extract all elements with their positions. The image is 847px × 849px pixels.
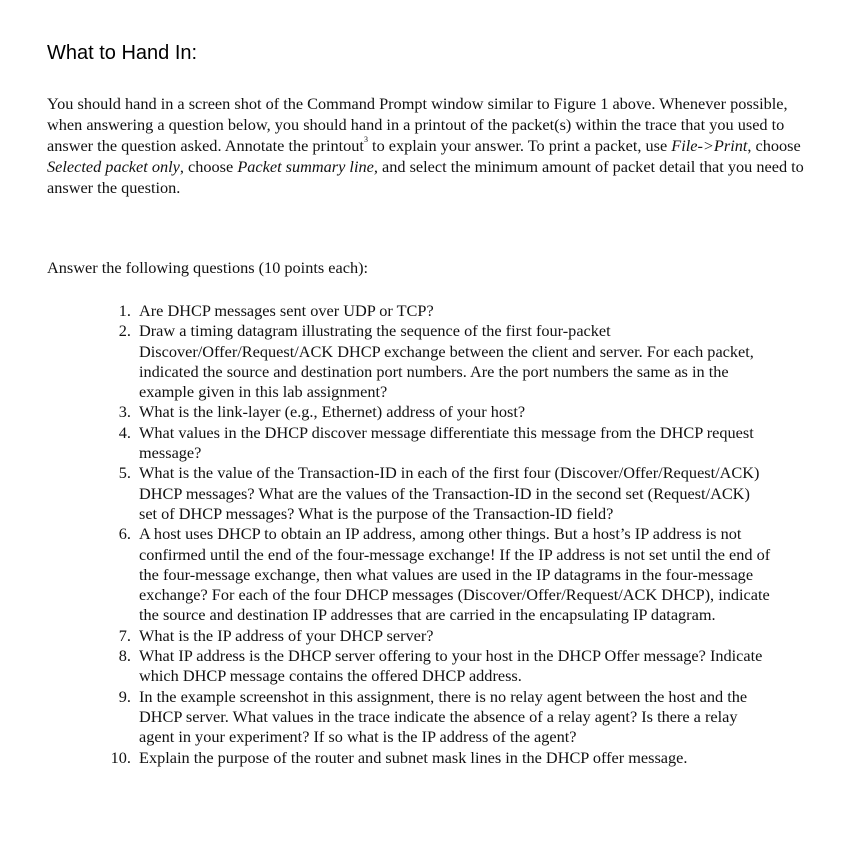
question-item <box>107 301 772 321</box>
question-text: In the example screenshot in this assignment, there is no relay agent between the host and the DHCP server. What values in the trace indicate the absence of a relay agent? Is there a relay agent in your experiment? If so what is the IP address of the agent? <box>139 686 748 747</box>
question-item <box>107 687 772 748</box>
question-number: 10. <box>110 747 131 767</box>
intro-text-3: , choose <box>747 136 801 155</box>
question-number: 8. <box>118 646 131 666</box>
question-number: 2. <box>118 321 131 341</box>
question-item <box>107 748 772 768</box>
question-text: What is the IP address of your DHCP server? <box>139 625 434 645</box>
question-text: What is the link-layer (e.g., Ethernet) address of your host? <box>139 402 526 422</box>
question-number: 1. <box>118 301 131 320</box>
question-number: 7. <box>118 625 131 645</box>
hand-in-instructions <box>47 93 807 198</box>
question-text: A host uses DHCP to obtain an IP address, among other things. But a host’s IP address is not confirmed until the end of the four-message exchange! If the IP address is not set until the end of the four-message exchange, then what values are used in the IP datagrams in the four-message exchange? For each of the four DHCP messages (Discover/Offer/Request/ACK DHCP), indicate the source and destination IP addresses that are carried in the encapsulating IP datagram. <box>139 524 771 625</box>
question-item <box>107 423 772 464</box>
question-item <box>107 626 772 646</box>
question-list <box>107 301 772 768</box>
question-text: What is the value of the Transaction-ID in each of the first four (Discover/Offer/Request/ACK) DHCP messages? What are the values of the Transaction-ID in the second set (Request/ACK) set of DHCP messages? What is the purpose of the Transaction-ID field? <box>139 463 760 523</box>
question-number: 9. <box>118 686 131 706</box>
option-summary-line: Packet summary line, <box>237 157 378 176</box>
question-number: 5. <box>118 463 131 483</box>
menu-path: File->Print <box>671 136 748 155</box>
intro-text-4: , choose <box>179 157 238 176</box>
question-text: Explain the purpose of the router and subnet mask lines in the DHCP offer message. <box>139 747 688 767</box>
intro-text-5: and select the minimum amount of packet detail that you need to answer the question. <box>47 157 804 197</box>
question-item <box>107 463 772 524</box>
question-item <box>107 646 772 687</box>
question-number: 3. <box>118 402 131 422</box>
intro-text-2: to explain your answer. To print a packet, use <box>367 136 672 155</box>
question-text: Are DHCP messages sent over UDP or TCP? <box>139 301 434 320</box>
intro-text-1: You should hand in a screen shot of the Command Prompt window similar to Figure 1 above. Whenever possible, when answering a question below, you should hand in a printout of the packet(s) within the trace that you used to answer the question asked. Annotate the printout <box>47 94 788 155</box>
question-item <box>107 402 772 422</box>
question-text: What values in the DHCP discover message differentiate this message from the DHCP request message? <box>139 422 754 463</box>
footnote-mark: 3 <box>363 135 368 144</box>
question-item <box>107 524 772 625</box>
question-text: Draw a timing datagram illustrating the sequence of the first four-packet Discover/Offer/Request/ACK DHCP exchange between the client and server. For each packet, indicated the source and destination port numbers. Are the port numbers the same as in the example given in this lab assignment? <box>139 321 754 402</box>
option-selected-packet: Selected packet only <box>47 157 180 176</box>
questions-intro: Answer the following questions (10 points each): <box>47 258 369 277</box>
question-text: What IP address is the DHCP server offering to your host in the DHCP Offer message? Indicate which DHCP message contains the offered DHCP address. <box>139 646 763 686</box>
question-number: 4. <box>118 422 131 442</box>
question-item <box>107 321 772 402</box>
question-number: 6. <box>118 524 131 544</box>
section-title: What to Hand In: <box>47 42 198 64</box>
